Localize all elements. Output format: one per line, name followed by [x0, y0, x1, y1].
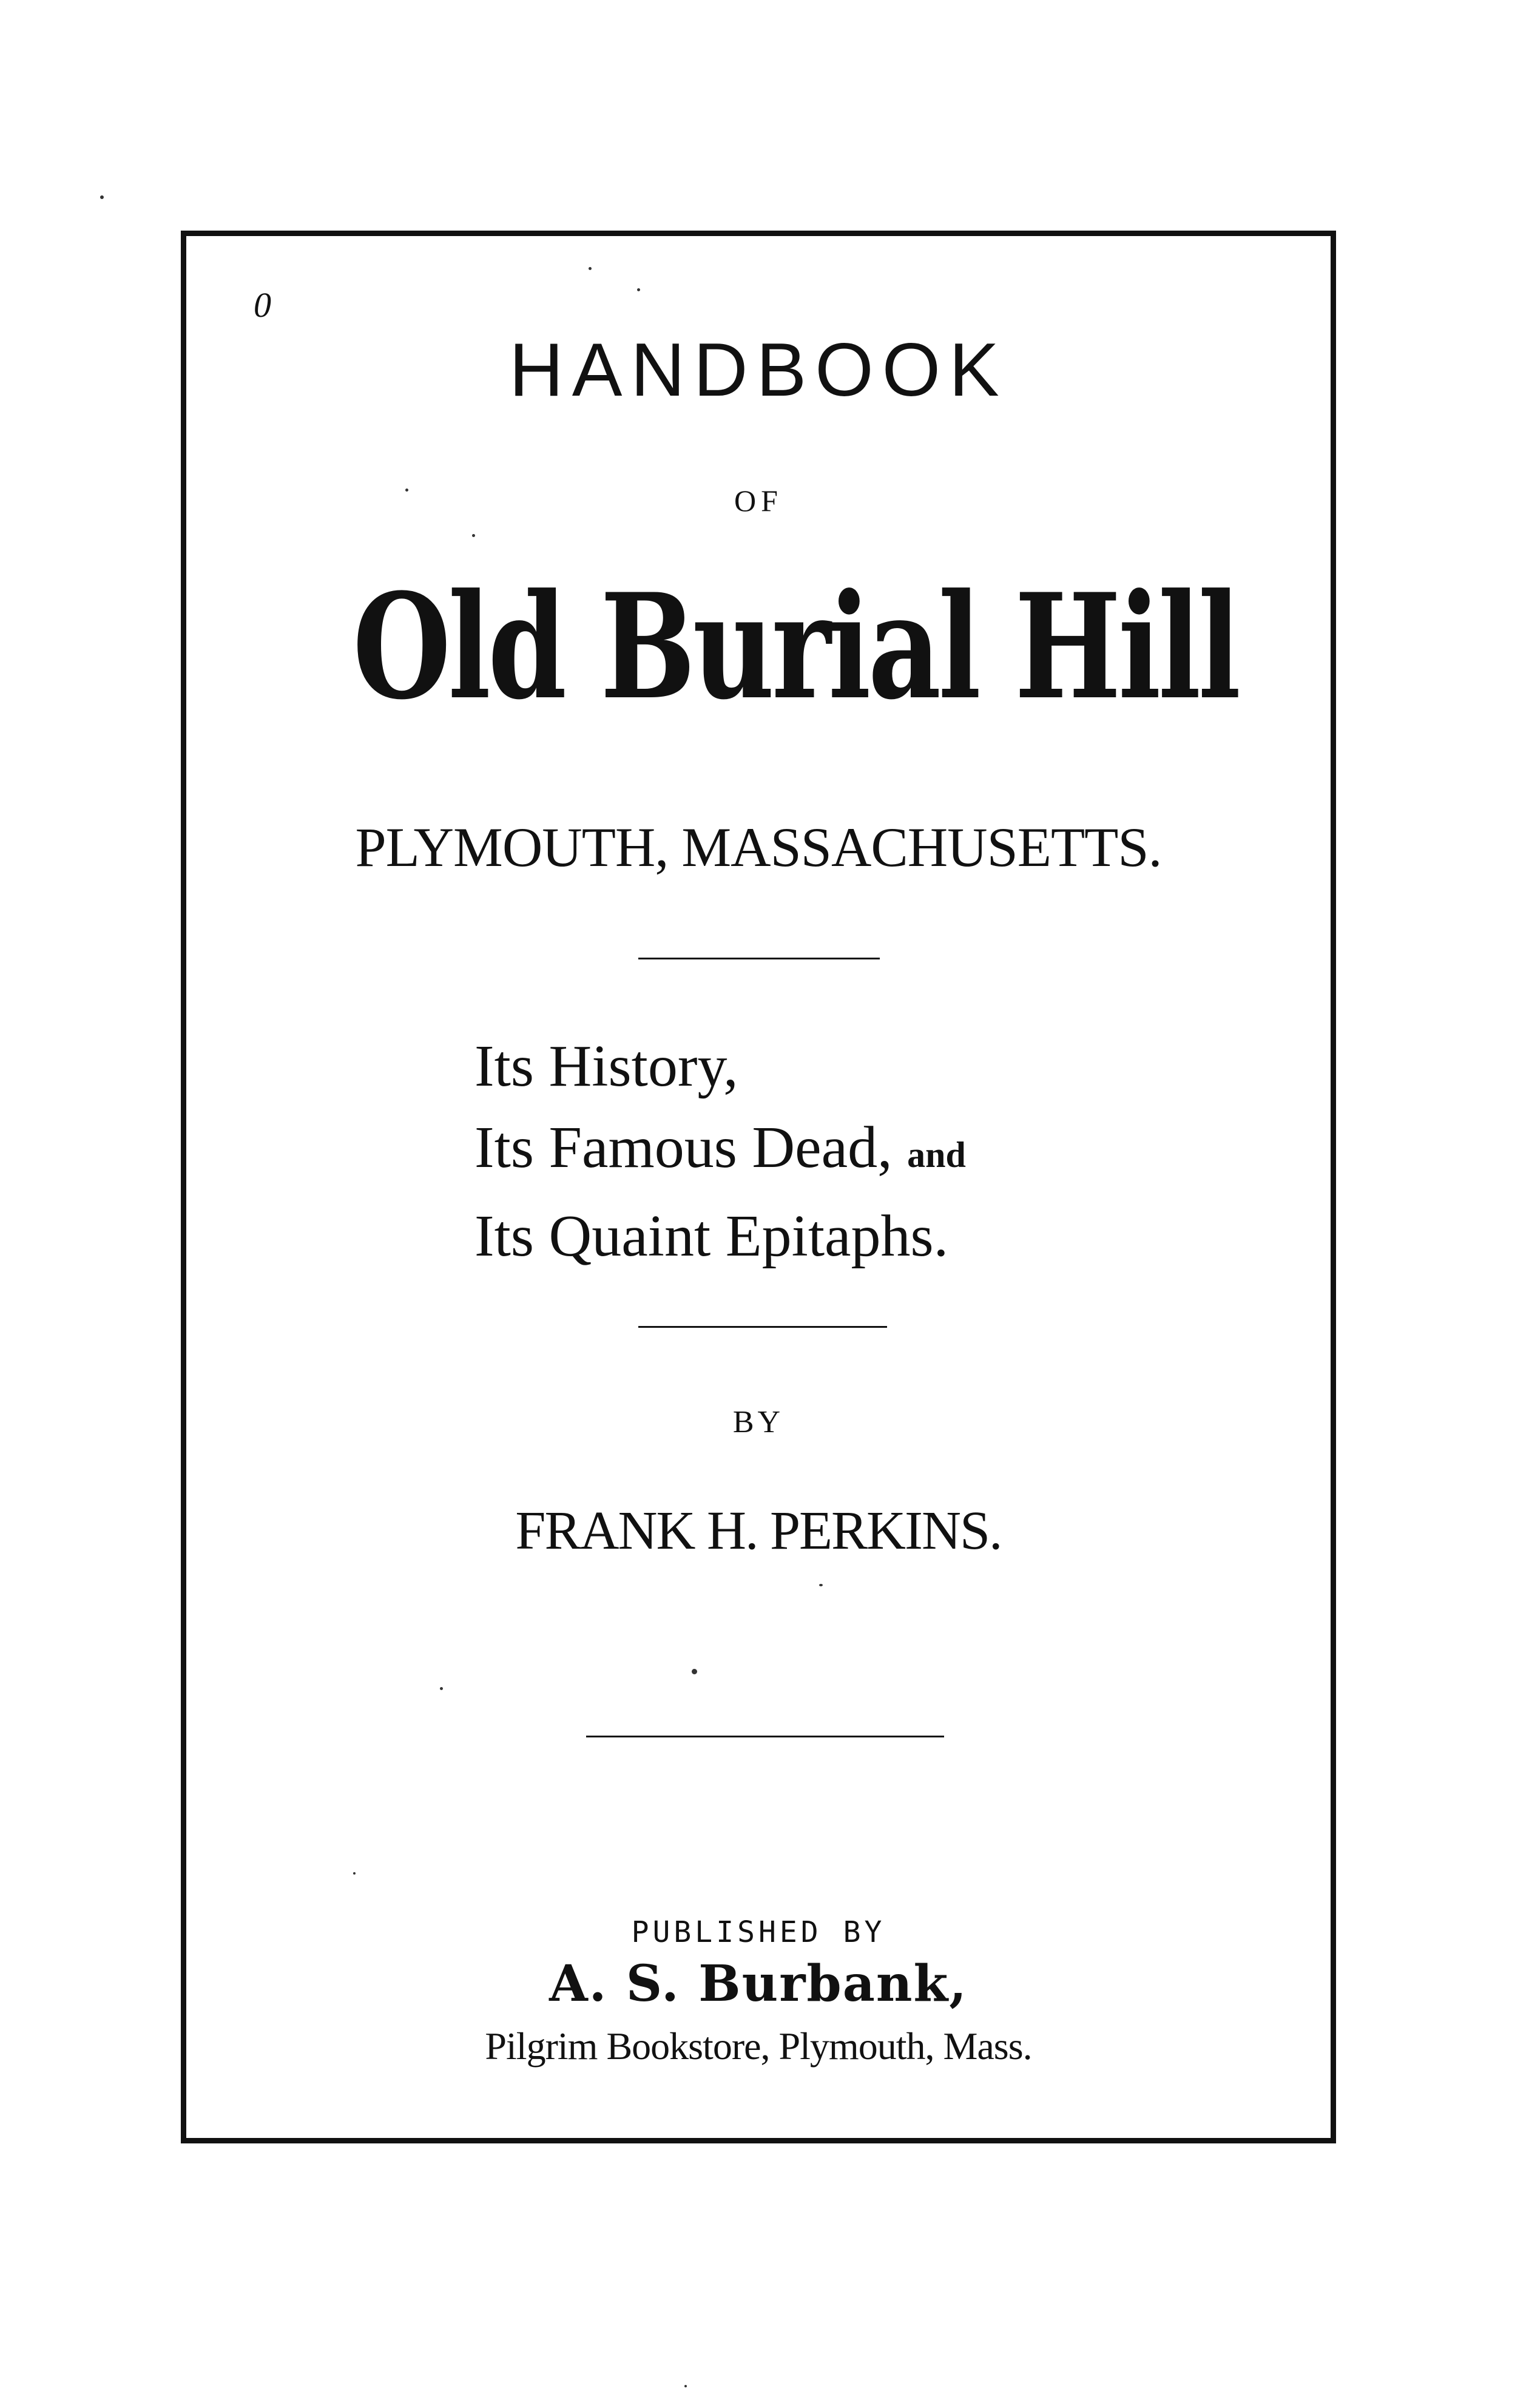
publisher-name: A. S. Burbank, [549, 1955, 968, 2013]
print-speck [589, 267, 592, 270]
divider-rule [638, 1326, 887, 1328]
print-speck [405, 489, 408, 492]
print-speck [353, 1872, 356, 1875]
subtitle-line-famous-dead-main: Its Famous Dead, [474, 1115, 893, 1180]
of-text: OF [734, 484, 783, 518]
place-subtitle: PLYMOUTH, MASSACHUSETTS. [355, 816, 1162, 878]
publisher-address: Pilgrim Bookstore, Plymouth, Mass. [485, 2024, 1032, 2068]
handbook-heading: HANDBOOK [509, 328, 1008, 412]
subtitle-conjunction: and [907, 1135, 966, 1175]
print-speck [692, 1669, 697, 1674]
divider-rule [638, 958, 880, 959]
author-name: FRANK H. PERKINS. [515, 1501, 1002, 1561]
print-speck [440, 1687, 443, 1690]
print-speck [684, 2385, 687, 2387]
corner-handwritten-mark: 0 [254, 285, 271, 325]
print-speck [100, 195, 104, 199]
subtitle-block [474, 1026, 966, 1277]
subtitle-line-history: Its History, [474, 1033, 738, 1099]
print-speck [819, 1584, 823, 1586]
divider-rule [586, 1736, 944, 1737]
by-text: BY [732, 1405, 785, 1439]
subtitle-line-epitaphs: Its Quaint Epitaphs. [474, 1203, 949, 1269]
print-speck [637, 288, 640, 291]
print-speck [472, 534, 475, 537]
main-title: Old Burial Hill [353, 563, 1238, 732]
published-by-text: PUBLISHED BY [631, 1915, 886, 1949]
subtitle-line-famous-dead [474, 1107, 966, 1196]
